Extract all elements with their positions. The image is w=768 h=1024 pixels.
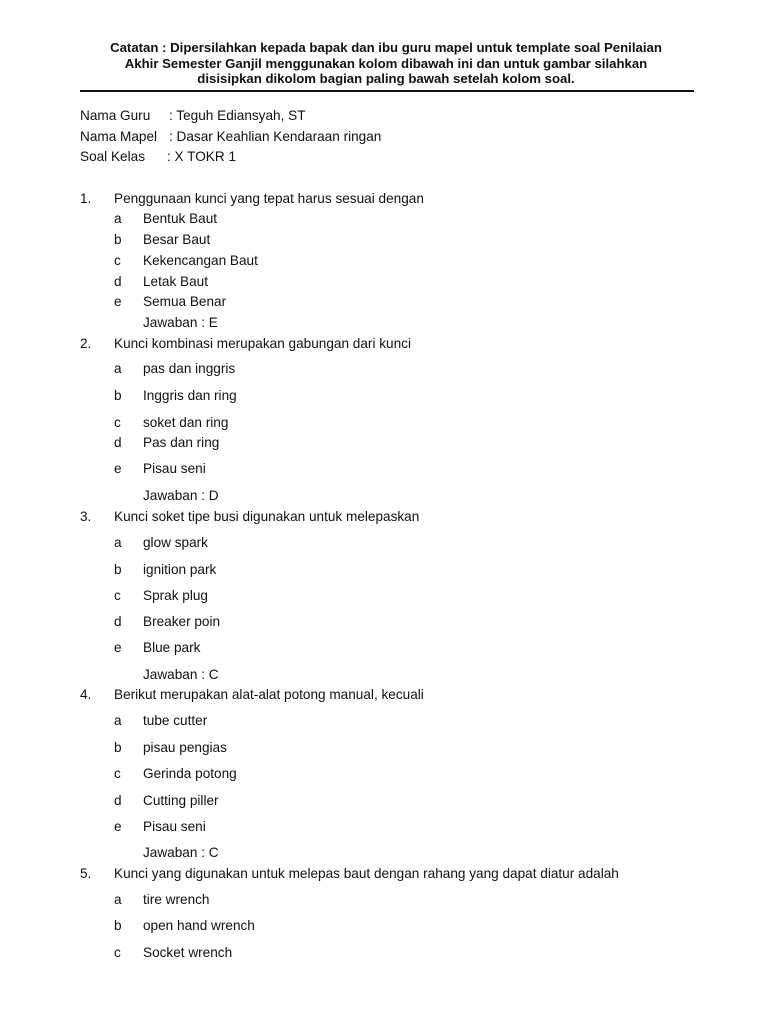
option-letter: c [114,415,121,430]
option-text: Pisau seni [143,819,206,834]
option-letter: b [114,918,122,933]
option-text: Cutting piller [143,793,219,808]
option-text: Inggris dan ring [143,388,237,403]
option-text: open hand wrench [143,918,255,933]
note-line-3: disisipkan dikolom bagian paling bawah setelah kolom soal. [197,71,575,86]
question-text: Kunci kombinasi merupakan gabungan dari kunci [114,336,411,351]
template-note [80,40,692,87]
option-letter: b [114,232,122,247]
option-letter: a [114,535,122,550]
option-letter: d [114,274,122,289]
option-letter: d [114,614,122,629]
option-letter: c [114,945,121,960]
option-letter: c [114,588,121,603]
option-text: Semua Benar [143,294,227,309]
option-text: tire wrench [143,892,210,907]
question-text: Berikut merupakan alat-alat potong manual, kecuali [114,687,424,702]
option-text: pisau pengias [143,740,227,755]
option-text: Blue park [143,640,201,655]
option-text: Pas dan ring [143,435,220,450]
option-text: pas dan inggris [143,361,236,376]
answer-key: Jawaban : E [143,315,218,330]
meta-guru-label: Nama Guru [80,108,151,123]
option-text: Socket wrench [143,945,233,960]
option-letter: e [114,461,122,476]
option-letter: d [114,435,122,450]
option-text: Gerinda potong [143,766,237,781]
answer-key: Jawaban : D [143,488,219,503]
option-letter: a [114,713,122,728]
option-letter: b [114,740,122,755]
option-text: ignition park [143,562,217,577]
option-text: Letak Baut [143,274,208,289]
question-number: 2. [80,336,92,351]
option-letter: a [114,211,122,226]
question-number: 5. [80,866,92,881]
answer-key: Jawaban : C [143,667,219,682]
meta-guru-value: : Teguh Ediansyah, ST [169,108,306,123]
option-text: soket dan ring [143,415,229,430]
option-text: Besar Baut [143,232,211,247]
note-line-2: Akhir Semester Ganjil menggunakan kolom dibawah ini dan untuk gambar silahkan [124,55,648,71]
note-line-1: Catatan : Dipersilahkan kepada bapak dan ibu guru mapel untuk template soal Penilaian [110,40,662,55]
option-letter: b [114,562,122,577]
question-number: 1. [80,191,92,206]
option-text: Kekencangan Baut [143,253,258,268]
header-divider [80,90,694,92]
meta-mapel-label: Nama Mapel [80,129,158,144]
option-letter: e [114,640,122,655]
option-letter: d [114,793,122,808]
option-letter: b [114,388,122,403]
option-text: Breaker poin [143,614,221,629]
option-text: Bentuk Baut [143,211,218,226]
answer-key: Jawaban : C [143,845,219,860]
option-letter: e [114,819,122,834]
question-text: Kunci yang digunakan untuk melepas baut dengan rahang yang dapat diatur adalah [114,866,619,881]
meta-kelas-label: Soal Kelas [80,149,145,164]
option-letter: a [114,361,122,376]
option-text: Pisau seni [143,461,206,476]
option-text: tube cutter [143,713,208,728]
option-letter: c [114,253,121,268]
question-number: 3. [80,509,92,524]
question-number: 4. [80,687,92,702]
option-letter: c [114,766,121,781]
option-letter: a [114,892,122,907]
option-text: glow spark [143,535,208,550]
meta-kelas-value: : X TOKR 1 [167,149,237,164]
question-text: Kunci soket tipe busi digunakan untuk melepaskan [114,509,420,524]
question-text: Penggunaan kunci yang tepat harus sesuai dengan [114,191,424,206]
meta-mapel-value: : Dasar Keahlian Kendaraan ringan [169,129,382,144]
option-text: Sprak plug [143,588,208,603]
option-letter: e [114,294,122,309]
